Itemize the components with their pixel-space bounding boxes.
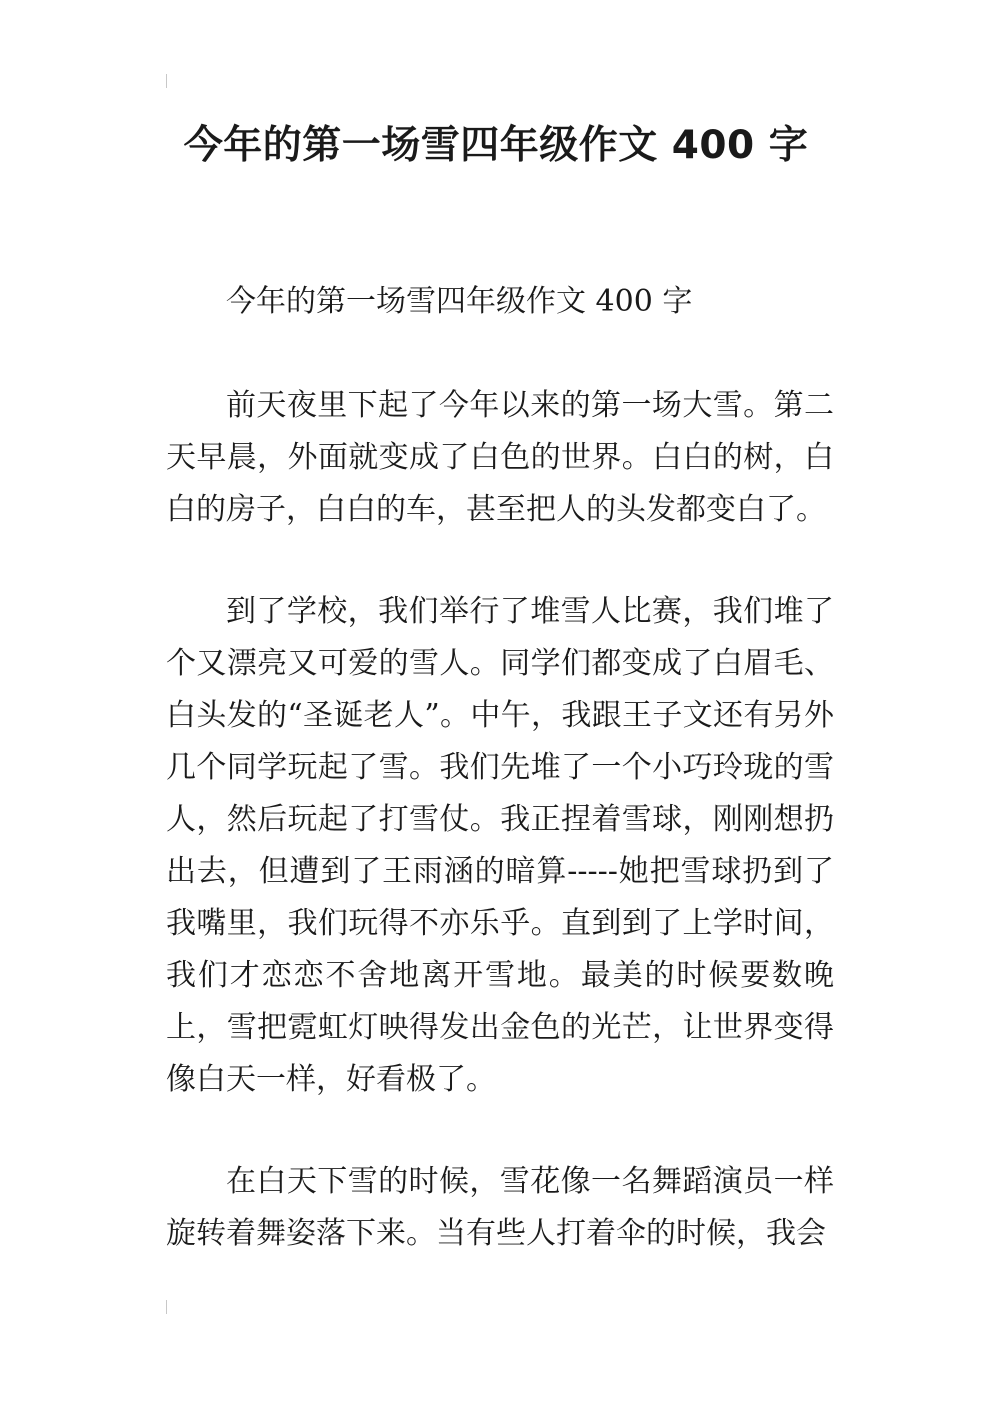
document-subtitle: 今年的第一场雪四年级作文 400 字 <box>226 284 693 319</box>
document-title: 今年的第一场雪四年级作文 400 字 <box>183 123 809 168</box>
page-corner-mark-top <box>166 74 167 88</box>
paragraph-2: 到了学校，我们举行了堆雪人比赛，我们堆了个又漂亮又可爱的雪人。同学们都变成了白眉毛、白头发的“圣诞老人”。中午，我跟王子文还有另外几个同学玩起了雪。我们先堆了一个小巧玲珑的雪人，然后玩起了打雪仗。我正捏着雪球，刚刚想扔出去，但遭到了王雨涵的暗算-----她把雪球扔到了我嘴里，我们玩得不亦乐乎。直到到了上学时间，我们才恋恋不舍地离开雪地。最美的时候要数晚上，雪把霓虹灯映得发出金色的光芒，让世界变得像白天一样，好看极了。 <box>166 594 834 1097</box>
paragraph-3: 在白天下雪的时候，雪花像一名舞蹈演员一样旋转着舞姿落下来。当有些人打着伞的时候，我会 <box>166 1164 834 1251</box>
paragraph-1: 前天夜里下起了今年以来的第一场大雪。第二天早晨，外面就变成了白色的世界。白白的树，白白的房子，白白的车，甚至把人的头发都变白了。 <box>166 388 834 527</box>
page-corner-mark-bottom <box>166 1300 167 1314</box>
